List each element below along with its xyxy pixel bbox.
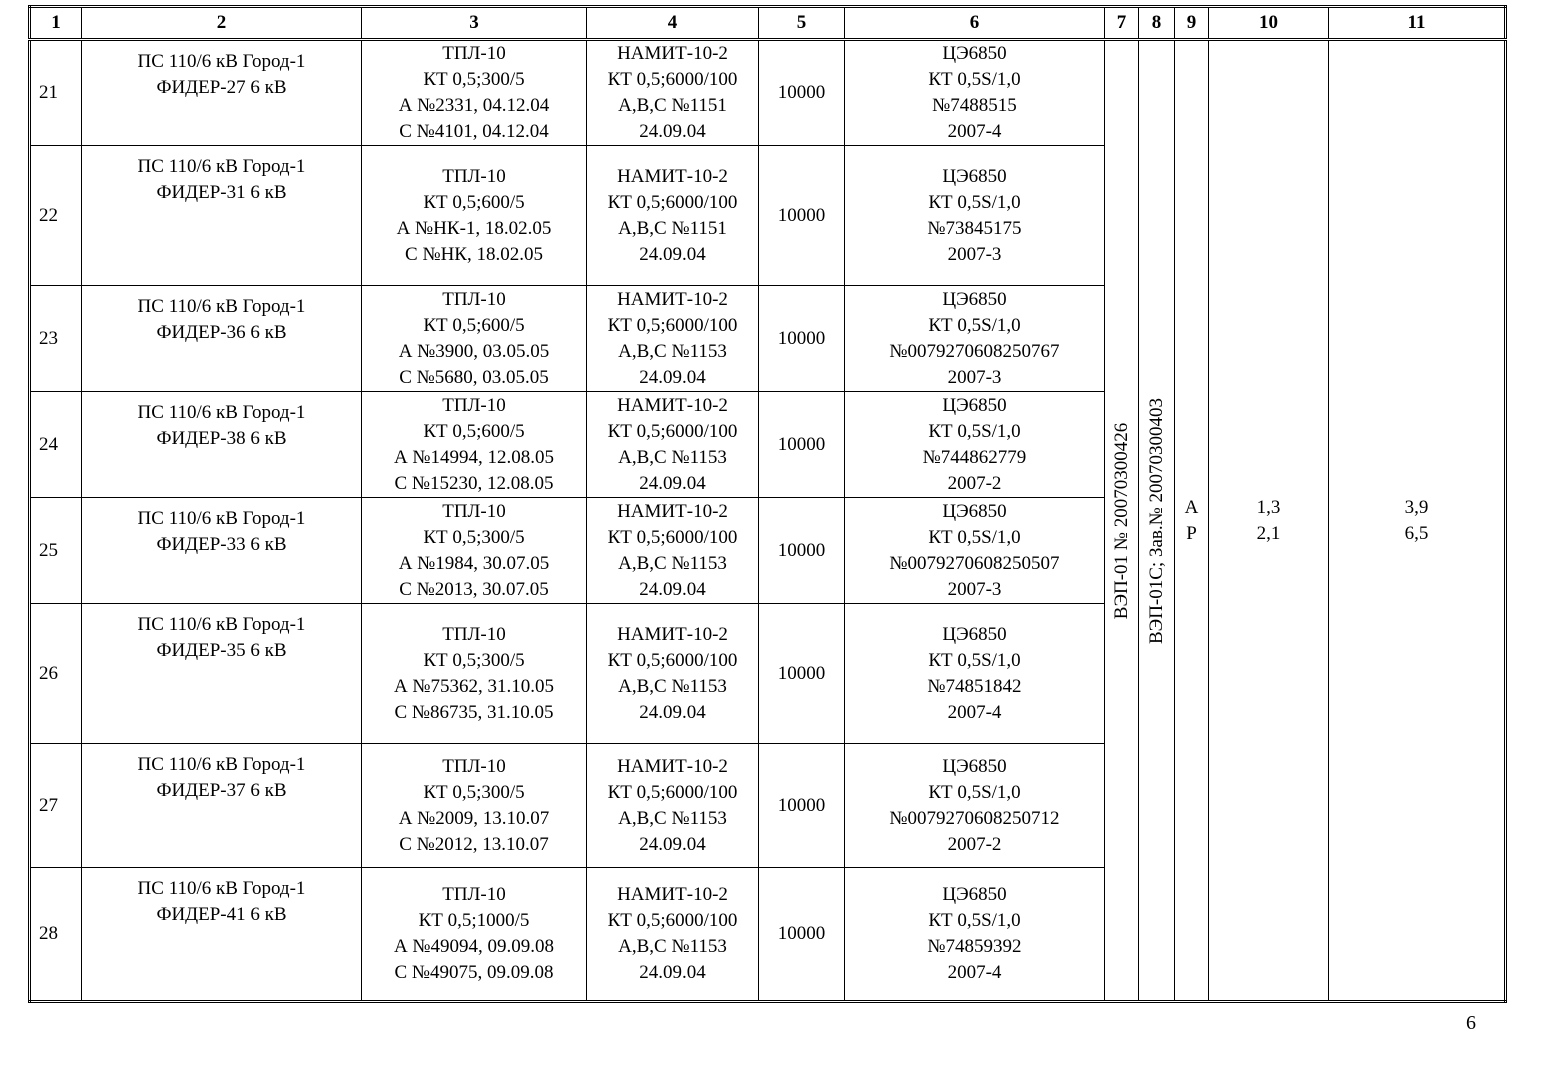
ratio-cell (759, 498, 845, 604)
object-name-cell-text: ПС 110/6 кВ Город-1 ФИДЕР-33 6 кВ (137, 508, 306, 555)
ratio-cell-text: 10000 (777, 662, 826, 684)
current-transformer-cell (362, 868, 587, 1002)
merged-serial-cell (1139, 40, 1175, 1002)
energy-type-cell-text: А Р (1184, 496, 1199, 544)
object-name-cell-text: ПС 110/6 кВ Город-1 ФИДЕР-35 6 кВ (137, 614, 306, 661)
accuracy-cell (1209, 40, 1329, 1002)
ratio-cell (759, 146, 845, 286)
error-cell (1329, 40, 1506, 1002)
object-name-cell (82, 286, 362, 392)
header-cell: 9 (1175, 7, 1209, 40)
object-name-cell-text: ПС 110/6 кВ Город-1 ФИДЕР-37 6 кВ (137, 754, 306, 801)
table-body (30, 7, 1506, 1002)
header-cell: 7 (1105, 7, 1139, 40)
header-cell: 11 (1329, 7, 1506, 40)
header-cell: 2 (82, 7, 362, 40)
object-name-cell-text: ПС 110/6 кВ Город-1 ФИДЕР-36 6 кВ (137, 296, 306, 343)
voltage-transformer-cell (587, 498, 759, 604)
voltage-transformer-cell (587, 286, 759, 392)
current-transformer-cell (362, 604, 587, 744)
accuracy-cell-text: 1,3 2,1 (1256, 496, 1281, 544)
voltage-transformer-cell-text: НАМИТ-10-2 КТ 0,5;6000/100 А,В,С №1153 24.09.04 (607, 394, 738, 494)
current-transformer-cell (362, 40, 587, 146)
meter-cell (845, 604, 1105, 744)
current-transformer-cell (362, 286, 587, 392)
row-number-cell-text: 28 (39, 923, 58, 944)
ratio-cell (759, 868, 845, 1002)
voltage-transformer-cell-text: НАМИТ-10-2 КТ 0,5;6000/100 А,В,С №1153 24.09.04 (607, 755, 738, 855)
current-transformer-cell-text: ТПЛ-10 КТ 0,5;300/5 А №1984, 30.07.05 С №2013, 30.07.05 (398, 500, 550, 600)
device-vertical-text: ВЭП-01 № 20070300426 (1110, 422, 1132, 619)
meter-cell-text: ЦЭ6850 КТ 0,5S/1,0 №74851842 2007-4 (927, 623, 1022, 723)
ratio-cell (759, 286, 845, 392)
current-transformer-cell (362, 146, 587, 286)
current-transformer-cell-text: ТПЛ-10 КТ 0,5;600/5 А №14994, 12.08.05 С №15230, 12.08.05 (393, 394, 555, 494)
row-number-cell-text: 23 (39, 327, 58, 349)
voltage-transformer-cell (587, 744, 759, 868)
current-transformer-cell-text: ТПЛ-10 КТ 0,5;300/5 А №2331, 04.12.04 С №4101, 04.12.04 (398, 43, 550, 142)
row-number-cell (30, 392, 82, 498)
current-transformer-cell-text: ТПЛ-10 КТ 0,5;300/5 А №75362, 31.10.05 С №86735, 31.10.05 (393, 623, 555, 723)
object-name-cell-text: ПС 110/6 кВ Город-1 ФИДЕР-31 6 кВ (137, 156, 306, 203)
ratio-cell-text: 10000 (777, 539, 826, 561)
voltage-transformer-cell-text: НАМИТ-10-2 КТ 0,5;6000/100 А,В,С №1153 24.09.04 (607, 623, 738, 723)
ratio-cell (759, 604, 845, 744)
ratio-cell-text: 10000 (777, 204, 826, 226)
ratio-cell (759, 40, 845, 146)
header-cell: 3 (362, 7, 587, 40)
row-number-cell (30, 146, 82, 286)
object-name-cell (82, 744, 362, 868)
row-number-cell (30, 498, 82, 604)
header-cell: 4 (587, 7, 759, 40)
header-row (30, 7, 1506, 40)
voltage-transformer-cell (587, 868, 759, 1002)
current-transformer-cell-text: ТПЛ-10 КТ 0,5;1000/5 А №49094, 09.09.08 С №49075, 09.09.08 (393, 884, 555, 983)
meter-cell (845, 498, 1105, 604)
voltage-transformer-cell (587, 40, 759, 146)
object-name-cell-text: ПС 110/6 кВ Город-1 ФИДЕР-27 6 кВ (137, 51, 306, 98)
error-cell-text: 3,9 6,5 (1404, 496, 1429, 544)
voltage-transformer-cell-text: НАМИТ-10-2 КТ 0,5;6000/100 А,В,С №1151 24.09.04 (607, 165, 738, 265)
row-number-cell-text: 26 (39, 662, 58, 684)
row-number-cell-text: 27 (39, 794, 58, 816)
table-row (30, 40, 1506, 146)
voltage-transformer-cell-text: НАМИТ-10-2 КТ 0,5;6000/100 А,В,С №1151 24.09.04 (607, 43, 738, 142)
row-number-cell-text: 24 (39, 433, 58, 455)
energy-type-cell (1175, 40, 1209, 1002)
header-cell: 6 (845, 7, 1105, 40)
row-number-cell (30, 744, 82, 868)
voltage-transformer-cell (587, 604, 759, 744)
ratio-cell-text: 10000 (777, 923, 826, 944)
voltage-transformer-cell-text: НАМИТ-10-2 КТ 0,5;6000/100 А,В,С №1153 24.09.04 (607, 884, 738, 983)
row-number-cell (30, 868, 82, 1002)
meter-cell (845, 868, 1105, 1002)
row-number-cell-text: 22 (39, 204, 58, 226)
header-cell: 5 (759, 7, 845, 40)
data-table (28, 5, 1507, 1003)
merged-device-cell (1105, 40, 1139, 1002)
object-name-cell (82, 392, 362, 498)
object-name-cell (82, 498, 362, 604)
object-name-cell (82, 40, 362, 146)
current-transformer-cell (362, 392, 587, 498)
meter-cell (845, 146, 1105, 286)
object-name-cell-text: ПС 110/6 кВ Город-1 ФИДЕР-41 6 кВ (137, 878, 306, 925)
row-number-cell-text: 21 (39, 82, 58, 103)
serial-vertical-text: ВЭП-01С; Зав.№ 20070300403 (1145, 397, 1167, 644)
meter-cell-text: ЦЭ6850 КТ 0,5S/1,0 №74859392 2007-4 (927, 884, 1022, 983)
header-cell: 8 (1139, 7, 1175, 40)
ratio-cell-text: 10000 (777, 327, 826, 349)
meter-cell (845, 744, 1105, 868)
voltage-transformer-cell-text: НАМИТ-10-2 КТ 0,5;6000/100 А,В,С №1153 24.09.04 (607, 500, 738, 600)
voltage-transformer-cell (587, 146, 759, 286)
ratio-cell (759, 392, 845, 498)
current-transformer-cell-text: ТПЛ-10 КТ 0,5;300/5 А №2009, 13.10.07 С №2012, 13.10.07 (398, 755, 550, 855)
voltage-transformer-cell-text: НАМИТ-10-2 КТ 0,5;6000/100 А,В,С №1153 24.09.04 (607, 288, 738, 388)
meter-cell-text: ЦЭ6850 КТ 0,5S/1,0 №0079270608250712 2007-2 (889, 755, 1060, 855)
meter-cell-text: ЦЭ6850 КТ 0,5S/1,0 №0079270608250507 2007-3 (889, 500, 1060, 600)
meter-cell-text: ЦЭ6850 КТ 0,5S/1,0 №744862779 2007-2 (922, 394, 1027, 494)
ratio-cell-text: 10000 (777, 794, 826, 816)
object-name-cell-text: ПС 110/6 кВ Город-1 ФИДЕР-38 6 кВ (137, 402, 306, 449)
object-name-cell (82, 604, 362, 744)
ratio-cell-text: 10000 (777, 82, 826, 103)
current-transformer-cell (362, 498, 587, 604)
meter-cell (845, 286, 1105, 392)
ratio-cell-text: 10000 (777, 433, 826, 455)
row-number-cell-text: 25 (39, 539, 58, 561)
header-cell: 10 (1209, 7, 1329, 40)
current-transformer-cell-text: ТПЛ-10 КТ 0,5;600/5 А №НК-1, 18.02.05 С №НК, 18.02.05 (396, 165, 552, 265)
current-transformer-cell-text: ТПЛ-10 КТ 0,5;600/5 А №3900, 03.05.05 С №5680, 03.05.05 (398, 288, 550, 388)
page-number: 6 (1466, 1012, 1476, 1034)
meter-cell (845, 40, 1105, 146)
current-transformer-cell (362, 744, 587, 868)
meter-cell-text: ЦЭ6850 КТ 0,5S/1,0 №7488515 2007-4 (928, 43, 1021, 142)
object-name-cell (82, 868, 362, 1002)
header-cell: 1 (30, 7, 82, 40)
row-number-cell (30, 286, 82, 392)
meter-cell-text: ЦЭ6850 КТ 0,5S/1,0 №0079270608250767 2007-3 (889, 288, 1060, 388)
object-name-cell (82, 146, 362, 286)
ratio-cell (759, 744, 845, 868)
row-number-cell (30, 40, 82, 146)
voltage-transformer-cell (587, 392, 759, 498)
meter-cell (845, 392, 1105, 498)
row-number-cell (30, 604, 82, 744)
meter-cell-text: ЦЭ6850 КТ 0,5S/1,0 №73845175 2007-3 (927, 165, 1022, 265)
